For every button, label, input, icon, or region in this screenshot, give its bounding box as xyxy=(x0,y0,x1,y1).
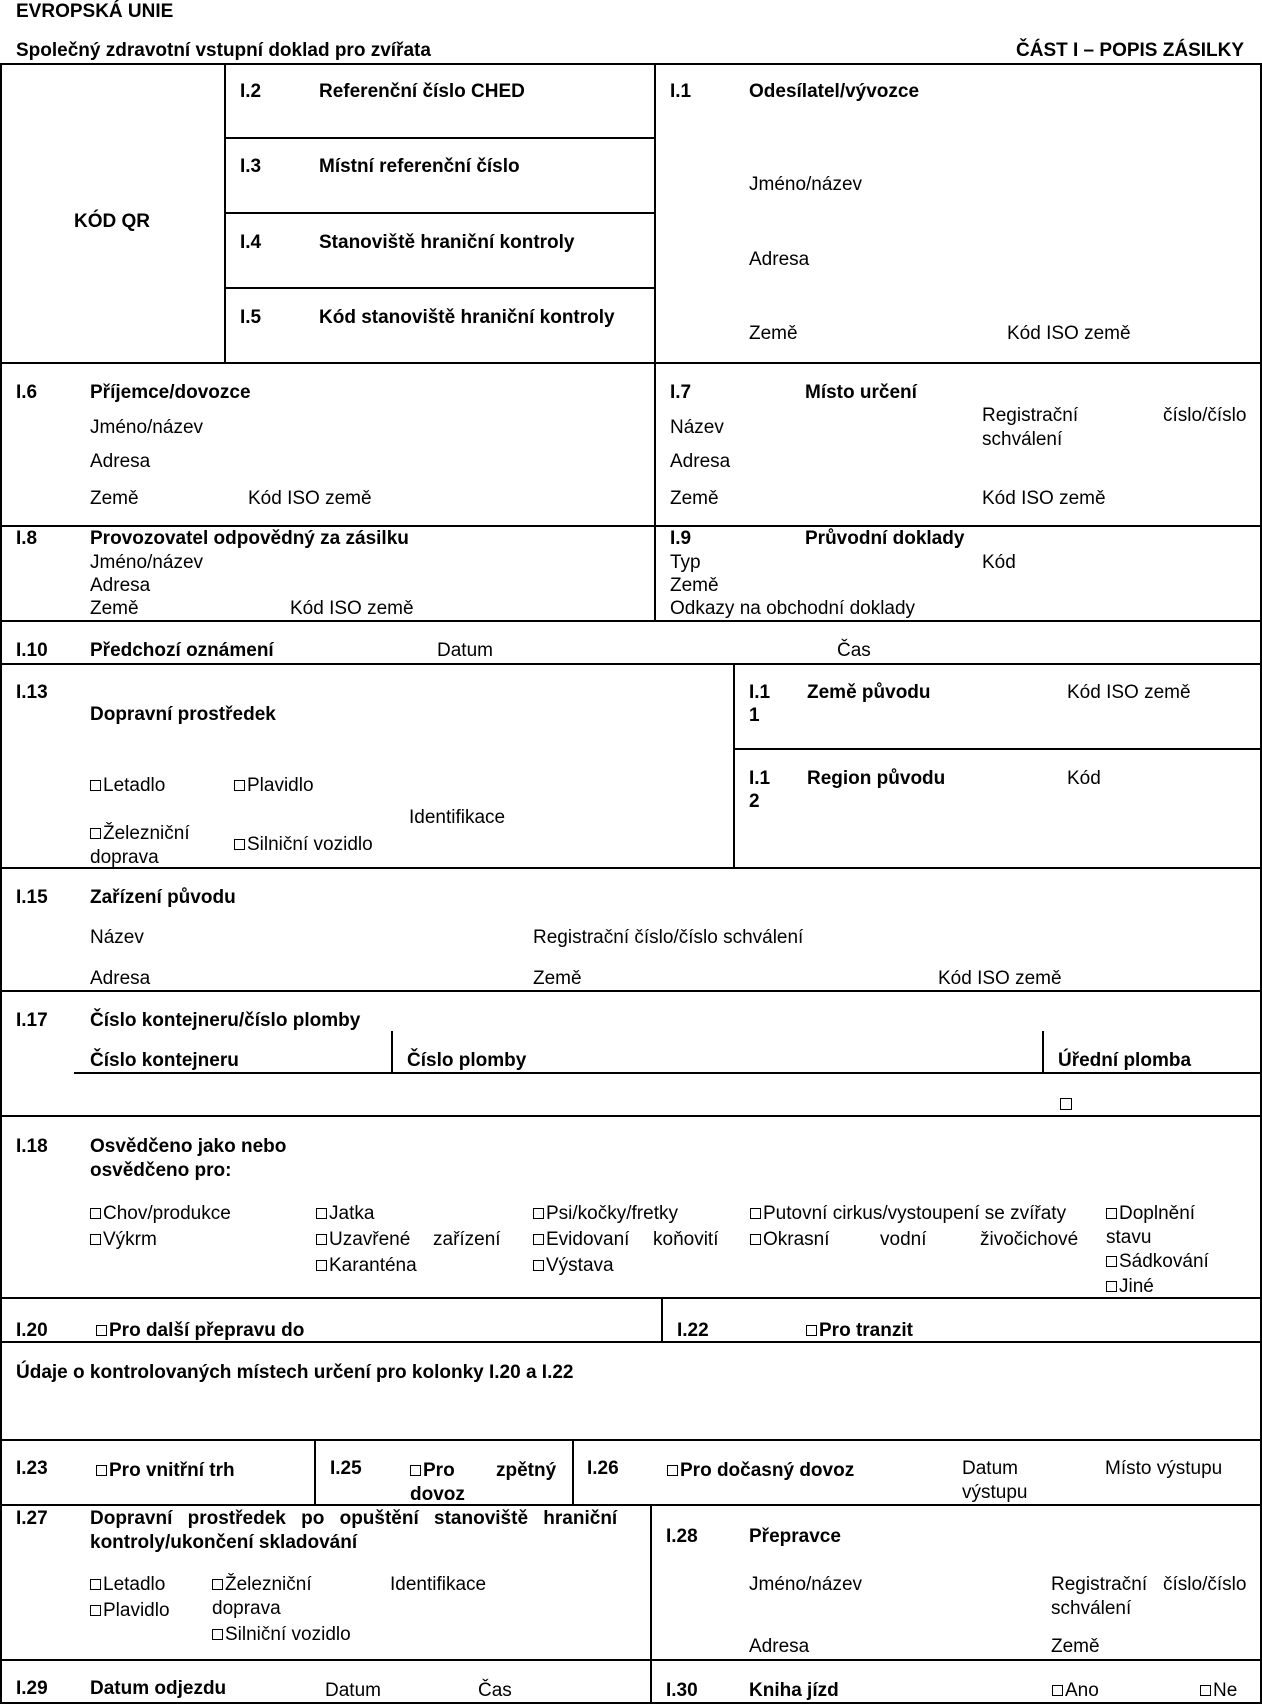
i13-number: I.13 xyxy=(16,682,48,703)
checkbox-icon xyxy=(316,1208,327,1219)
i27-identification-label: Identifikace xyxy=(390,1574,487,1595)
i28-name-label: Jméno/název xyxy=(749,1574,863,1595)
quarantine-checkbox[interactable]: Karanténa xyxy=(316,1255,417,1277)
closed-establishment-checkbox[interactable]: Uzavřené xyxy=(316,1229,410,1251)
checkbox-icon xyxy=(234,780,245,791)
i13-label: Dopravní prostředek xyxy=(90,704,276,725)
i22-number: I.22 xyxy=(677,1320,709,1341)
re-entry-label-2: zpětný xyxy=(496,1460,557,1481)
i15-iso-label: Kód ISO země xyxy=(938,968,1062,989)
i1-iso-label: Kód ISO země xyxy=(1007,323,1131,344)
i4-label: Stanoviště hraniční kontroly xyxy=(319,232,575,253)
i7-iso-label: Kód ISO země xyxy=(982,488,1106,509)
i26-number: I.26 xyxy=(587,1458,619,1479)
official-seal-checkbox[interactable] xyxy=(1060,1098,1072,1110)
checkbox-icon xyxy=(90,1234,101,1245)
i27-vessel-checkbox[interactable]: Plavidlo xyxy=(90,1600,170,1622)
i11-iso-label: Kód ISO země xyxy=(1067,682,1191,703)
other-checkbox[interactable]: Jiné xyxy=(1106,1276,1154,1298)
i12-number-2: 2 xyxy=(749,791,760,812)
part-title: ČÁST I – POPIS ZÁSILKY xyxy=(1016,40,1245,61)
checkbox-icon xyxy=(750,1234,761,1245)
ornamental-aquatic-label-3: živočichové xyxy=(980,1229,1079,1250)
i17-number: I.17 xyxy=(16,1010,48,1031)
eu-heading: EVROPSKÁ UNIE xyxy=(16,1,174,22)
i2-label: Referenční číslo CHED xyxy=(319,81,525,102)
checkbox-icon xyxy=(1106,1256,1117,1267)
restocking-checkbox[interactable]: Doplnění xyxy=(1106,1203,1195,1225)
ornamental-aquatic-label-2: vodní xyxy=(880,1229,927,1250)
i1-country-label: Země xyxy=(749,323,798,344)
i11-number-2: 1 xyxy=(749,705,760,726)
i8-address-label: Adresa xyxy=(90,575,151,596)
i7-number: I.7 xyxy=(670,382,692,403)
i29-label: Datum odjezdu xyxy=(90,1678,227,1699)
i1-address-label: Adresa xyxy=(749,249,810,270)
i13-rail-checkbox[interactable]: Železniční xyxy=(90,823,190,845)
exit-place-label: Místo výstupu xyxy=(1105,1458,1223,1479)
i6-iso-label: Kód ISO země xyxy=(248,488,372,509)
i27-label-2: kontroly/ukončení skladování xyxy=(90,1532,358,1553)
exhibition-checkbox[interactable]: Výstava xyxy=(533,1255,614,1277)
i10-number: I.10 xyxy=(16,640,48,661)
stocking-checkbox[interactable]: Sádkování xyxy=(1106,1251,1209,1273)
exit-date-label-2: výstupu xyxy=(962,1482,1028,1503)
i7-name-label: Název xyxy=(670,417,724,438)
i28-country-label: Země xyxy=(1051,1636,1100,1657)
checkbox-icon xyxy=(806,1325,817,1336)
i27-label: Dopravní prostředek po opuštění stanoviště hraniční xyxy=(90,1508,618,1529)
i9-refs-label: Odkazy na obchodní doklady xyxy=(670,598,916,619)
re-entry-label-3: dovoz xyxy=(410,1484,465,1505)
i13-identification-label: Identifikace xyxy=(409,807,506,828)
checkbox-icon xyxy=(212,1629,223,1640)
internal-market-checkbox[interactable]: Pro vnitřní trh xyxy=(96,1460,235,1482)
checkbox-icon xyxy=(533,1208,544,1219)
i27-aircraft-checkbox[interactable]: Letadlo xyxy=(90,1574,165,1596)
i30-number: I.30 xyxy=(666,1680,698,1701)
checkbox-icon xyxy=(234,839,245,850)
i9-number: I.9 xyxy=(670,528,692,549)
i9-label: Průvodní doklady xyxy=(805,528,965,549)
i15-address-label: Adresa xyxy=(90,968,151,989)
i6-label: Příjemce/dovozce xyxy=(90,382,251,403)
pets-checkbox[interactable]: Psi/kočky/fretky xyxy=(533,1203,678,1225)
checkbox-icon xyxy=(1106,1281,1117,1292)
i9-type-label: Typ xyxy=(670,552,701,573)
i6-number: I.6 xyxy=(16,382,38,403)
checkbox-icon xyxy=(1106,1208,1117,1219)
i8-label: Provozovatel odpovědný za zásilku xyxy=(90,528,409,549)
i13-vessel-checkbox[interactable]: Plavidlo xyxy=(234,775,314,797)
i29-date-label: Datum xyxy=(325,1680,381,1701)
i15-label: Zařízení původu xyxy=(90,887,236,908)
i17-seal-header: Číslo plomby xyxy=(407,1050,527,1071)
checkbox-icon xyxy=(212,1579,223,1590)
i5-number: I.5 xyxy=(240,307,262,328)
circus-checkbox[interactable]: Putovní cirkus/vystoupení se zvířaty xyxy=(750,1203,1066,1225)
registered-equidae-checkbox[interactable]: Evidovaní xyxy=(533,1229,629,1251)
re-entry-checkbox[interactable]: Pro xyxy=(410,1460,455,1482)
i15-registration-label: Registrační číslo/číslo schválení xyxy=(533,927,804,948)
checkbox-icon xyxy=(90,828,101,839)
onward-transport-checkbox[interactable]: Pro další přepravu do xyxy=(96,1320,304,1342)
i27-number: I.27 xyxy=(16,1508,48,1529)
i3-label: Místní referenční číslo xyxy=(319,156,520,177)
i28-number: I.28 xyxy=(666,1526,698,1547)
i13-rail-label-2: doprava xyxy=(90,847,159,868)
slaughter-checkbox[interactable]: Jatka xyxy=(316,1203,374,1225)
i6-country-label: Země xyxy=(90,488,139,509)
i12-number: I.1 xyxy=(749,768,771,789)
i4-number: I.4 xyxy=(240,232,262,253)
i7-registration-label: Registrační xyxy=(982,405,1079,426)
i27-rail-checkbox[interactable]: Železniční xyxy=(212,1574,312,1596)
checkbox-icon xyxy=(90,1605,101,1616)
i13-aircraft-checkbox[interactable]: Letadlo xyxy=(90,775,165,797)
i25-number: I.25 xyxy=(330,1458,362,1479)
i23-number: I.23 xyxy=(16,1458,48,1479)
controlled-destinations-label: Údaje o kontrolovaných místech určení pro kolonky I.20 a I.22 xyxy=(16,1362,574,1383)
logbook-no-checkbox[interactable]: Ne xyxy=(1200,1680,1237,1702)
i29-number: I.29 xyxy=(16,1678,48,1699)
i8-iso-label: Kód ISO země xyxy=(290,598,414,619)
i27-road-checkbox[interactable]: Silniční vozidlo xyxy=(212,1624,351,1646)
restocking-label-2: stavu xyxy=(1106,1227,1152,1248)
checkbox-icon xyxy=(96,1465,107,1476)
checkbox-icon xyxy=(667,1465,678,1476)
breeding-checkbox[interactable]: Chov/produkce xyxy=(90,1203,231,1225)
checkbox-icon xyxy=(533,1260,544,1271)
i13-road-checkbox[interactable]: Silniční vozidlo xyxy=(234,834,373,856)
i8-country-label: Země xyxy=(90,598,139,619)
i7-country-label: Země xyxy=(670,488,719,509)
checkbox-icon xyxy=(410,1465,421,1476)
i1-number: I.1 xyxy=(670,81,692,102)
i7-registration-label-2: číslo/číslo xyxy=(1163,405,1247,426)
checkbox-icon xyxy=(90,1579,101,1590)
checkbox-icon xyxy=(90,780,101,791)
i28-registration-label-2: číslo/číslo xyxy=(1163,1574,1247,1595)
checkbox-icon xyxy=(90,1208,101,1219)
closed-establishment-label-2: zařízení xyxy=(433,1229,501,1250)
i12-label: Region původu xyxy=(807,768,946,789)
i9-country-label: Země xyxy=(670,575,719,596)
i8-name-label: Jméno/název xyxy=(90,552,204,573)
i17-label: Číslo kontejneru/číslo plomby xyxy=(90,1010,361,1031)
i9-code-label: Kód xyxy=(982,552,1016,573)
checkbox-icon xyxy=(96,1325,107,1336)
i28-address-label: Adresa xyxy=(749,1636,810,1657)
transit-checkbox[interactable]: Pro tranzit xyxy=(806,1320,913,1342)
i1-name-label: Jméno/název xyxy=(749,174,863,195)
i11-label: Země původu xyxy=(807,682,931,703)
i17-container-header: Číslo kontejneru xyxy=(90,1050,239,1071)
checkbox-icon xyxy=(533,1234,544,1245)
checkbox-icon xyxy=(1200,1685,1211,1696)
i3-number: I.3 xyxy=(240,156,262,177)
i7-address-label: Adresa xyxy=(670,451,731,472)
i2-number: I.2 xyxy=(240,81,262,102)
i5-label: Kód stanoviště hraniční kontroly xyxy=(319,307,615,328)
temporary-admission-checkbox[interactable]: Pro dočasný dovoz xyxy=(667,1460,854,1482)
i28-registration-label-3: schválení xyxy=(1051,1598,1132,1619)
i7-registration-label-3: schválení xyxy=(982,429,1063,450)
i18-label: Osvědčeno jako nebo xyxy=(90,1136,287,1157)
i20-number: I.20 xyxy=(16,1320,48,1341)
document-title: Společný zdravotní vstupní doklad pro zvířata xyxy=(16,40,431,61)
i10-date-label: Datum xyxy=(437,640,493,661)
qr-code-label: KÓD QR xyxy=(74,211,150,232)
logbook-yes-checkbox[interactable]: Ano xyxy=(1052,1680,1099,1702)
i15-number: I.15 xyxy=(16,887,48,908)
i6-address-label: Adresa xyxy=(90,451,151,472)
i8-number: I.8 xyxy=(16,528,38,549)
i18-label-2: osvědčeno pro: xyxy=(90,1160,232,1181)
i17-official-seal-header: Úřední plomba xyxy=(1058,1050,1192,1071)
i30-label: Kniha jízd xyxy=(749,1680,839,1701)
exit-date-label: Datum xyxy=(962,1458,1018,1479)
fattening-checkbox[interactable]: Výkrm xyxy=(90,1229,157,1251)
checkbox-icon xyxy=(1052,1685,1063,1696)
i15-name-label: Název xyxy=(90,927,144,948)
i12-code-label: Kód xyxy=(1067,768,1101,789)
checkbox-icon xyxy=(750,1208,761,1219)
i27-rail-label-2: doprava xyxy=(212,1598,281,1619)
i6-name-label: Jméno/název xyxy=(90,417,204,438)
i15-country-label: Země xyxy=(533,968,582,989)
i18-number: I.18 xyxy=(16,1136,48,1157)
checkbox-icon xyxy=(316,1260,327,1271)
i28-registration-label: Registrační xyxy=(1051,1574,1148,1595)
ornamental-aquatic-checkbox[interactable]: Okrasní xyxy=(750,1229,830,1251)
registered-equidae-label-2: koňovití xyxy=(653,1229,719,1250)
i1-label: Odesílatel/vývozce xyxy=(749,81,920,102)
checkbox-icon xyxy=(316,1234,327,1245)
i10-time-label: Čas xyxy=(837,640,871,661)
i29-time-label: Čas xyxy=(478,1680,512,1701)
i10-label: Předchozí oznámení xyxy=(90,640,274,661)
i28-label: Přepravce xyxy=(749,1526,841,1547)
i11-number: I.1 xyxy=(749,682,771,703)
i7-label: Místo určení xyxy=(805,382,917,403)
